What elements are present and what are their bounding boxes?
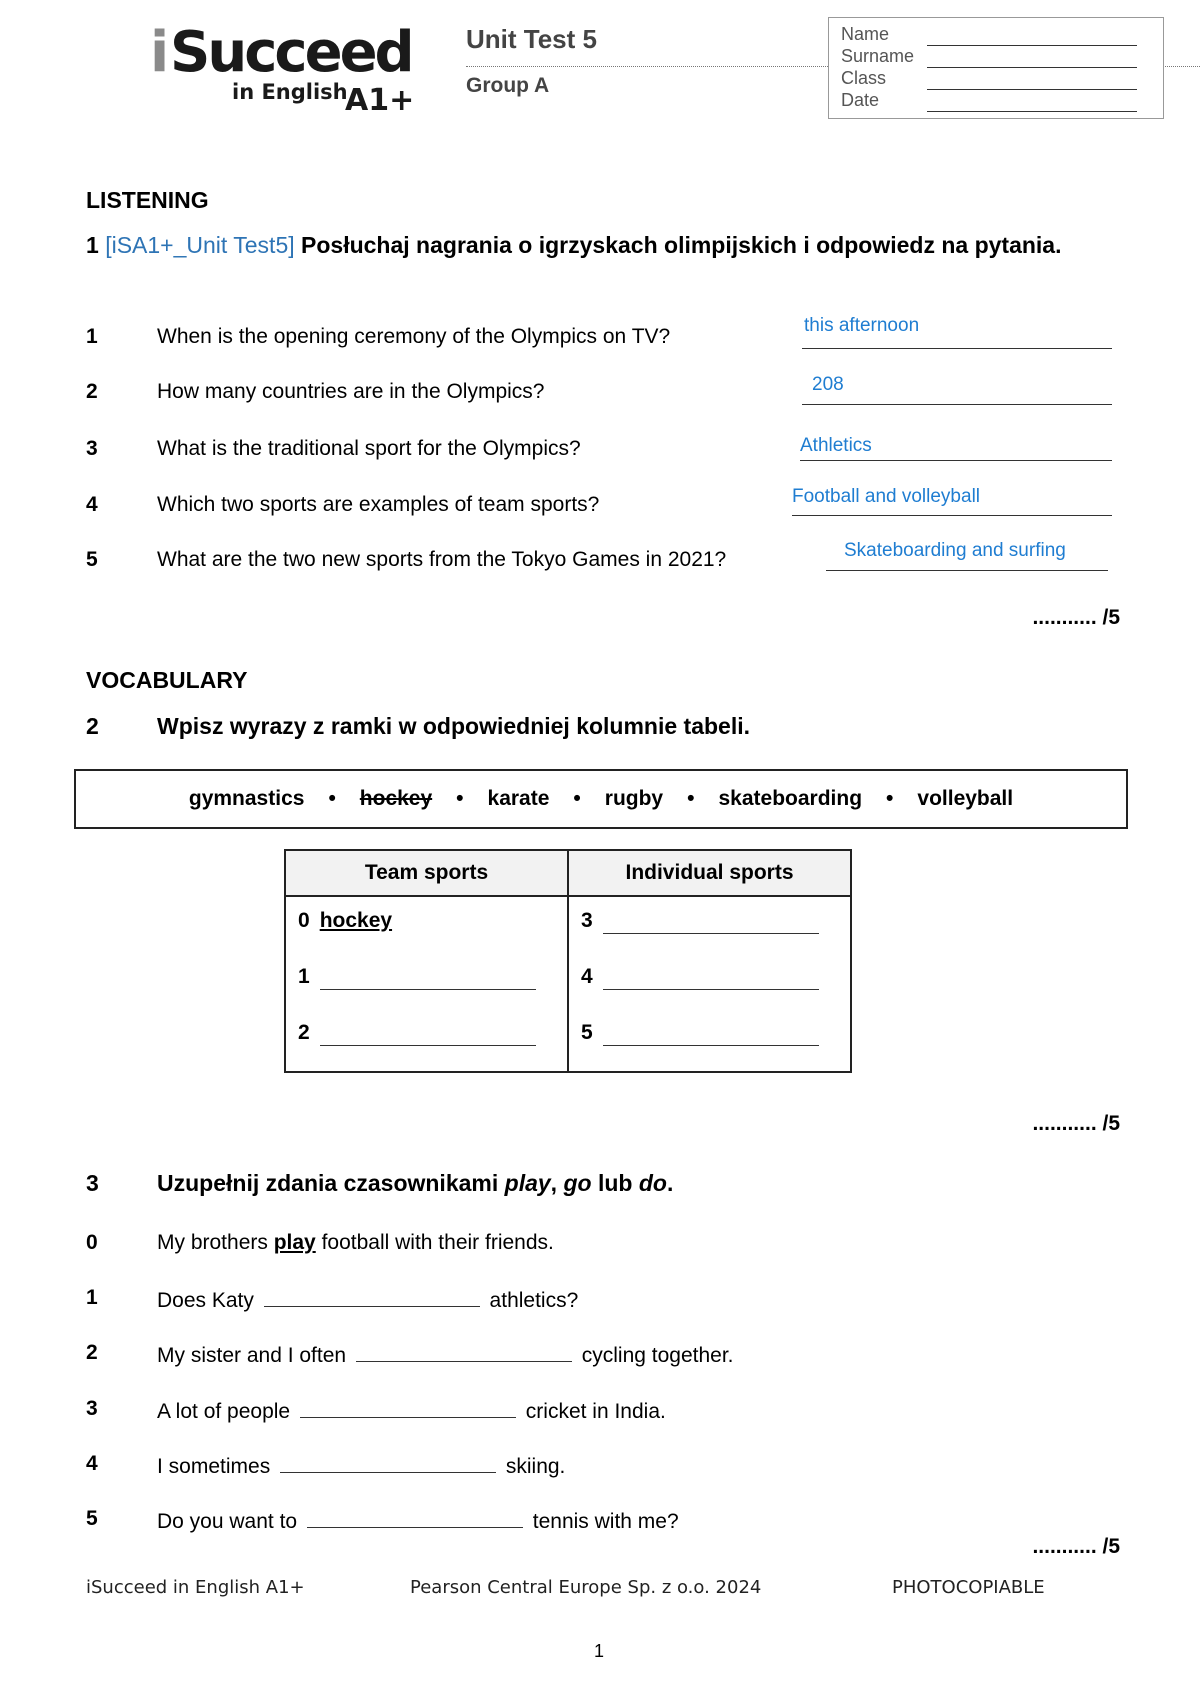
task2-score: ........... /5 bbox=[1032, 1112, 1120, 1135]
bullet: • bbox=[687, 787, 695, 810]
verb-go: go bbox=[563, 1170, 592, 1196]
surname-label: Surname bbox=[841, 46, 915, 66]
bullet: • bbox=[886, 787, 894, 810]
answer-blank[interactable] bbox=[603, 965, 819, 990]
q1-number: 1 bbox=[86, 325, 98, 348]
answer-blank[interactable] bbox=[320, 1021, 536, 1046]
word-gymnastics: gymnastics bbox=[188, 787, 305, 810]
table-row bbox=[581, 1021, 850, 1061]
q1-text: When is the opening ceremony of the Olympics on TV? bbox=[157, 325, 671, 348]
q5-answer[interactable]: Skateboarding and surfing bbox=[844, 540, 1066, 561]
header-team-sports: Team sports bbox=[285, 850, 568, 896]
q3-text: What is the traditional sport for the Olympics? bbox=[157, 437, 581, 460]
verb-do: do bbox=[638, 1170, 667, 1196]
task1-instruction-text: Posłuchaj nagrania o igrzyskach olimpijskich i odpowiedz na pytania. bbox=[301, 232, 1062, 258]
table-row bbox=[298, 1021, 567, 1061]
sentence-3 bbox=[157, 1397, 666, 1424]
row-number: 2 bbox=[298, 1021, 310, 1044]
task3-number: 3 bbox=[86, 1170, 99, 1196]
sentence-start: A lot of people bbox=[157, 1400, 296, 1423]
period: . bbox=[666, 1170, 674, 1196]
sentence-end: tennis with me? bbox=[526, 1510, 679, 1533]
logo-i: i bbox=[150, 20, 167, 85]
answer-blank[interactable] bbox=[603, 1021, 819, 1046]
sentence-end: cricket in India. bbox=[519, 1400, 666, 1423]
date-label: Date bbox=[841, 90, 880, 110]
sentence-start: I sometimes bbox=[157, 1455, 277, 1478]
date-field[interactable] bbox=[927, 111, 1137, 112]
q4-text: Which two sports are examples of team sports? bbox=[157, 493, 600, 516]
s1-number: 1 bbox=[86, 1286, 98, 1309]
class-label: Class bbox=[841, 68, 887, 88]
separator: , bbox=[550, 1170, 564, 1196]
answer-blank[interactable] bbox=[307, 1507, 523, 1528]
sentence-2 bbox=[157, 1341, 734, 1368]
q1-answer-line bbox=[802, 348, 1112, 349]
answer-blank[interactable] bbox=[300, 1397, 516, 1418]
section-heading-listening: LISTENING bbox=[86, 187, 209, 213]
task1-number: 1 bbox=[86, 232, 99, 258]
name-field[interactable] bbox=[927, 45, 1137, 46]
answer-blank[interactable] bbox=[603, 909, 819, 934]
q5-number: 5 bbox=[86, 548, 98, 571]
sentence-start: Do you want to bbox=[157, 1510, 303, 1533]
q4-answer[interactable]: Football and volleyball bbox=[792, 486, 981, 507]
sentence-start: Does Katy bbox=[157, 1289, 260, 1312]
test-group: Group A bbox=[466, 74, 550, 97]
s5-number: 5 bbox=[86, 1507, 98, 1530]
table-row bbox=[298, 965, 567, 1021]
individual-sports-column bbox=[568, 896, 851, 1072]
sentence-5 bbox=[157, 1507, 679, 1534]
page-number: 1 bbox=[594, 1641, 605, 1661]
task3-instruction bbox=[157, 1170, 673, 1197]
task1-score: ........... /5 bbox=[1032, 606, 1120, 629]
class-field[interactable] bbox=[927, 89, 1137, 90]
test-title: Unit Test 5 bbox=[466, 24, 597, 54]
answer-blank[interactable] bbox=[320, 965, 536, 990]
sentence-start: My brothers bbox=[157, 1231, 274, 1254]
logo-main: Succeed bbox=[170, 20, 412, 85]
word-volleyball: volleyball bbox=[917, 787, 1014, 810]
word-karate: karate bbox=[487, 787, 550, 810]
example-number: 0 bbox=[86, 1231, 98, 1254]
s2-number: 2 bbox=[86, 1341, 98, 1364]
footer-book-title: iSucceed in English A1+ bbox=[86, 1577, 305, 1598]
task3-score: ........... /5 bbox=[1032, 1535, 1120, 1558]
footer-photocopiable: PHOTOCOPIABLE bbox=[892, 1577, 1045, 1598]
table-row bbox=[581, 965, 850, 1021]
task3-instruction-text: Uzupełnij zdania czasownikami bbox=[157, 1170, 505, 1196]
sentence-start: My sister and I often bbox=[157, 1344, 352, 1367]
answer-blank[interactable] bbox=[264, 1286, 480, 1307]
student-info-box bbox=[828, 17, 1164, 119]
conjunction: lub bbox=[591, 1170, 639, 1196]
surname-field[interactable] bbox=[927, 67, 1137, 68]
sentence-4 bbox=[157, 1452, 565, 1479]
section-heading-vocabulary: VOCABULARY bbox=[86, 667, 248, 693]
q4-number: 4 bbox=[86, 493, 98, 516]
table-row bbox=[298, 909, 567, 965]
task1-instruction bbox=[86, 228, 1076, 263]
sentence-1 bbox=[157, 1286, 578, 1313]
team-sports-column bbox=[285, 896, 568, 1072]
word-rugby: rugby bbox=[604, 787, 664, 810]
q3-number: 3 bbox=[86, 437, 98, 460]
word-hockey: hockey bbox=[359, 787, 433, 810]
example-sentence bbox=[157, 1231, 554, 1255]
s4-number: 4 bbox=[86, 1452, 98, 1475]
q1-answer[interactable]: this afternoon bbox=[804, 315, 920, 336]
logo-subtitle: in English bbox=[232, 80, 348, 104]
q3-answer-line bbox=[800, 460, 1112, 461]
word-skateboarding: skateboarding bbox=[718, 787, 863, 810]
example-answer: hockey bbox=[319, 909, 393, 932]
example-answer: play bbox=[273, 1231, 316, 1254]
logo-level: A1+ bbox=[345, 83, 415, 118]
row-number: 3 bbox=[581, 909, 593, 932]
task2-number: 2 bbox=[86, 713, 99, 739]
task2-instruction: Wpisz wyrazy z ramki w odpowiedniej kolumnie tabeli. bbox=[157, 713, 751, 739]
bullet: • bbox=[573, 787, 581, 810]
sentence-end: athletics? bbox=[483, 1289, 579, 1312]
sentence-end: football with their friends. bbox=[315, 1231, 554, 1254]
answer-blank[interactable] bbox=[356, 1341, 572, 1362]
row-number: 5 bbox=[581, 1021, 593, 1044]
q4-answer-line bbox=[792, 515, 1112, 516]
header-individual-sports: Individual sports bbox=[568, 850, 851, 896]
q2-answer-line bbox=[802, 404, 1112, 405]
sentence-end: skiing. bbox=[500, 1455, 566, 1478]
answer-blank[interactable] bbox=[280, 1452, 496, 1473]
footer-publisher: Pearson Central Europe Sp. z o.o. 2024 bbox=[410, 1577, 762, 1598]
verb-play: play bbox=[504, 1170, 551, 1196]
row-number: 0 bbox=[298, 909, 310, 932]
audio-reference[interactable]: [iSA1+_Unit Test5] bbox=[105, 232, 295, 258]
q2-text: How many countries are in the Olympics? bbox=[157, 380, 545, 403]
bullet: • bbox=[328, 787, 336, 810]
row-number: 4 bbox=[581, 965, 593, 988]
table-row bbox=[581, 909, 850, 965]
sentence-end: cycling together. bbox=[575, 1344, 734, 1367]
name-label: Name bbox=[841, 24, 890, 44]
word-box bbox=[74, 769, 1128, 829]
q2-number: 2 bbox=[86, 380, 98, 403]
q5-text: What are the two new sports from the Tokyo Games in 2021? bbox=[157, 548, 727, 571]
q5-answer-line bbox=[826, 570, 1108, 571]
q2-answer[interactable]: 208 bbox=[812, 374, 844, 395]
s3-number: 3 bbox=[86, 1397, 98, 1420]
sports-table bbox=[284, 849, 852, 1073]
bullet: • bbox=[456, 787, 464, 810]
q3-answer[interactable]: Athletics bbox=[800, 435, 872, 456]
row-number: 1 bbox=[298, 965, 310, 988]
